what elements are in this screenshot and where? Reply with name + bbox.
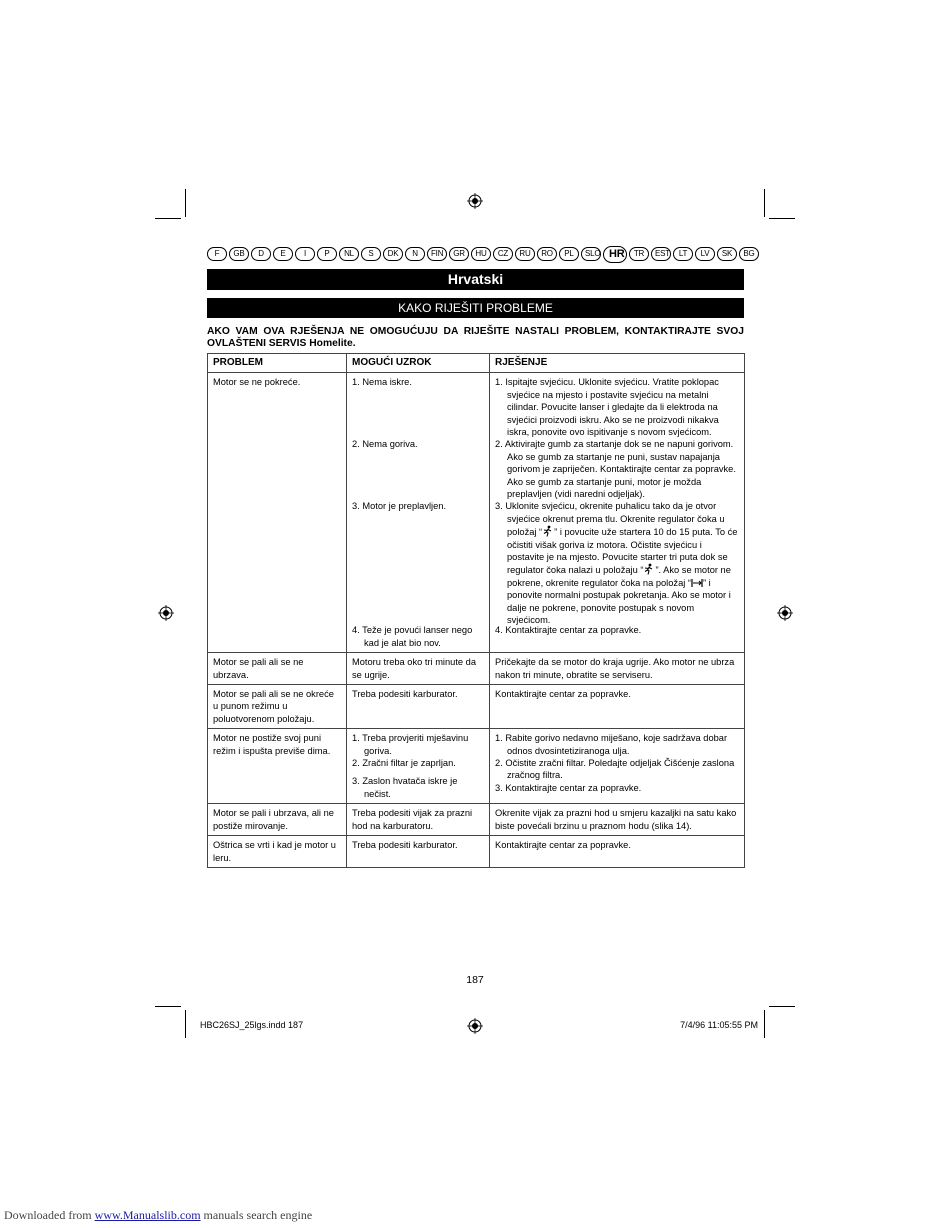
choke-closed-icon xyxy=(643,563,655,575)
language-tab-active: HR xyxy=(603,246,627,263)
language-tab: HU xyxy=(471,247,491,261)
solution-text: ” i povucite uže startera 10 do 15 puta. To će očistiti višak goriva iz motora. Očistite svjećicu i postavite je na mjesto. Povucite starter tri puta dok se regulator čoka nalazi u položaju “ xyxy=(507,527,738,576)
language-tab: SLO xyxy=(581,247,601,261)
language-tab: TR xyxy=(629,247,649,261)
language-tab: EST xyxy=(651,247,671,261)
language-tab: F xyxy=(207,247,227,261)
language-tab: SK xyxy=(717,247,737,261)
language-tab: RU xyxy=(515,247,535,261)
language-tab: RO xyxy=(537,247,557,261)
crop-mark xyxy=(764,1010,765,1038)
cause-item: 3. Zaslon hvatača iskre je nečist. xyxy=(352,776,458,799)
registration-mark-icon xyxy=(158,605,174,621)
column-header-solution: RJEŠENJE xyxy=(490,354,745,373)
troubleshooting-table xyxy=(207,353,745,868)
language-tab: N xyxy=(405,247,425,261)
solution-cell xyxy=(490,729,745,804)
crop-mark xyxy=(185,1010,186,1038)
column-header-cause: MOGUĆI UZROK xyxy=(347,354,490,373)
registration-mark-icon xyxy=(467,1018,483,1034)
footer-file-name: HBC26SJ_25lgs.indd 187 xyxy=(200,1020,304,1030)
language-tab: S xyxy=(361,247,381,261)
crop-mark xyxy=(769,218,795,219)
solution-item: 2. Očistite zračni filtar. Poledajte odjeljak Čišćenje zaslona zračnog filtra. xyxy=(495,758,735,781)
choke-open-icon xyxy=(691,578,703,588)
table-row xyxy=(208,373,745,653)
solution-text: 3. Uklonite svjećicu, okrenite puhalicu tako da je otvor svjećice okrenut prema tlu. Okrenite regulator čoka u položaj “ xyxy=(495,501,725,538)
cause-item: 1. Treba provjeriti mješavinu goriva. xyxy=(352,733,469,756)
cause-item: 3. Motor je preplavljen. xyxy=(352,501,447,512)
table-row xyxy=(208,836,745,868)
language-tab: D xyxy=(251,247,271,261)
column-header-problem: PROBLEM xyxy=(208,354,347,373)
problem-cell: Motor se pali ali se ne okreće u punom režimu u poluotvorenom položaju. xyxy=(208,685,347,729)
crop-mark xyxy=(155,218,181,219)
cause-item: 2. Zračni filtar je zaprljan. xyxy=(352,758,456,769)
language-tab: P xyxy=(317,247,337,261)
cause-cell: Treba podesiti karburator. xyxy=(347,685,490,729)
crop-mark xyxy=(769,1006,795,1007)
solution-item: 1. Ispitajte svjećicu. Uklonite svjećicu. Vratite poklopac svjećice na mjesto i postavite svjećicu na metalni cilindar. Povucite lanser i gledajte da li elektroda na svjećici proizvodi iskru. Ako se ne proizvodi nikakva iskra, ponovite ovo ispitivanje s novom svjećicom. xyxy=(495,377,719,438)
language-tab: GR xyxy=(449,247,469,261)
language-tab: FIN xyxy=(427,247,447,261)
registration-mark-icon xyxy=(777,605,793,621)
language-tab: PL xyxy=(559,247,579,261)
download-prefix: Downloaded from xyxy=(4,1208,95,1222)
language-bar xyxy=(207,246,755,262)
language-tab: I xyxy=(295,247,315,261)
solution-cell: Kontaktirajte centar za popravke. xyxy=(490,685,745,729)
solution-item: 3. Kontaktirajte centar za popravke. xyxy=(495,782,642,793)
problem-cell: Motor se ne pokreće. xyxy=(208,373,347,653)
solution-item xyxy=(495,500,739,624)
solution-cell xyxy=(490,373,745,653)
subsection-title: KAKO RIJEŠITI PROBLEME xyxy=(207,298,744,318)
language-tab: GB xyxy=(229,247,249,261)
manualslib-link[interactable]: www.Manualslib.com xyxy=(94,1208,201,1222)
crop-mark xyxy=(185,189,186,217)
download-suffix: manuals search engine xyxy=(200,1208,313,1222)
language-tab: DK xyxy=(383,247,403,261)
table-row xyxy=(208,729,745,804)
crop-mark xyxy=(764,189,765,217)
cause-cell xyxy=(347,373,490,653)
notice-text: AKO VAM OVA RJEŠENJA NE OMOGUĆUJU DA RIJEŠITE NASTALI PROBLEM, KONTAKTIRAJTE SVOJ OVLAŠTENI SERVIS Homelite. xyxy=(207,326,744,349)
solution-cell: Okrenite vijak za prazni hod u smjeru kazaljki na satu kako biste povećali brzinu u praznom hodu (slika 14). xyxy=(490,804,745,836)
download-note xyxy=(4,1208,312,1223)
cause-cell: Treba podesiti vijak za prazni hod na karburatoru. xyxy=(347,804,490,836)
problem-cell: Motor ne postiže svoj puni režim i ispušta previše dima. xyxy=(208,729,347,804)
page-number: 187 xyxy=(466,974,484,986)
problem-cell: Motor se pali i ubrzava, ali ne postiže mirovanje. xyxy=(208,804,347,836)
solution-item: 2. Aktivirajte gumb za startanje dok se ne napuni gorivom. Ako se gumb za startanje ne puni, sustav napajanja gorivom je zapriječen. Kontaktirajte centar za popravke. Ako se gumb za startanje puni, motor je možda preplavljen (vidi naredni odjeljak). xyxy=(495,439,736,500)
language-tab: LT xyxy=(673,247,693,261)
cause-cell xyxy=(347,729,490,804)
solution-text: ” i ponovite normalni postupak pokretanja. Ako se motor i dalje ne pokrene, ponovite postupak s novom svjećicom. xyxy=(507,577,731,626)
choke-closed-icon xyxy=(542,525,554,537)
language-tab: NL xyxy=(339,247,359,261)
solution-text: ”. Ako se motor ne pokrene, okrenite regulator čoka na položaj “ xyxy=(507,565,731,588)
solution-cell: Kontaktirajte centar za popravke. xyxy=(490,836,745,868)
solution-item: 4. Kontaktirajte centar za popravke. xyxy=(495,625,642,636)
language-tab: CZ xyxy=(493,247,513,261)
table-row xyxy=(208,653,745,685)
table-header-row xyxy=(208,354,745,373)
problem-cell: Motor se pali ali se ne ubrzava. xyxy=(208,653,347,685)
registration-mark-icon xyxy=(467,193,483,209)
cause-cell: Treba podesiti karburator. xyxy=(347,836,490,868)
cause-item: 2. Nema goriva. xyxy=(352,439,418,450)
table-row xyxy=(208,804,745,836)
solution-cell: Pričekajte da se motor do kraja ugrije. Ako motor ne ubrza nakon tri minute, obratite se serviseru. xyxy=(490,653,745,685)
footer-timestamp: 7/4/96 11:05:55 PM xyxy=(680,1020,758,1030)
cause-item: 1. Nema iskre. xyxy=(352,377,412,388)
problem-cell: Oštrica se vrti i kad je motor u leru. xyxy=(208,836,347,868)
table-row xyxy=(208,685,745,729)
language-tab: E xyxy=(273,247,293,261)
language-tab: LV xyxy=(695,247,715,261)
cause-cell: Motoru treba oko tri minute da se ugrije. xyxy=(347,653,490,685)
cause-item: 4. Teže je povući lanser nego kad je alat bio nov. xyxy=(352,625,473,648)
language-tab: BG xyxy=(739,247,759,261)
solution-item: 1. Rabite gorivo nedavno miješano, koje sadržava dobar odnos dvosintetiziranoga ulja. xyxy=(495,733,728,756)
section-title: Hrvatski xyxy=(207,269,744,290)
crop-mark xyxy=(155,1006,181,1007)
